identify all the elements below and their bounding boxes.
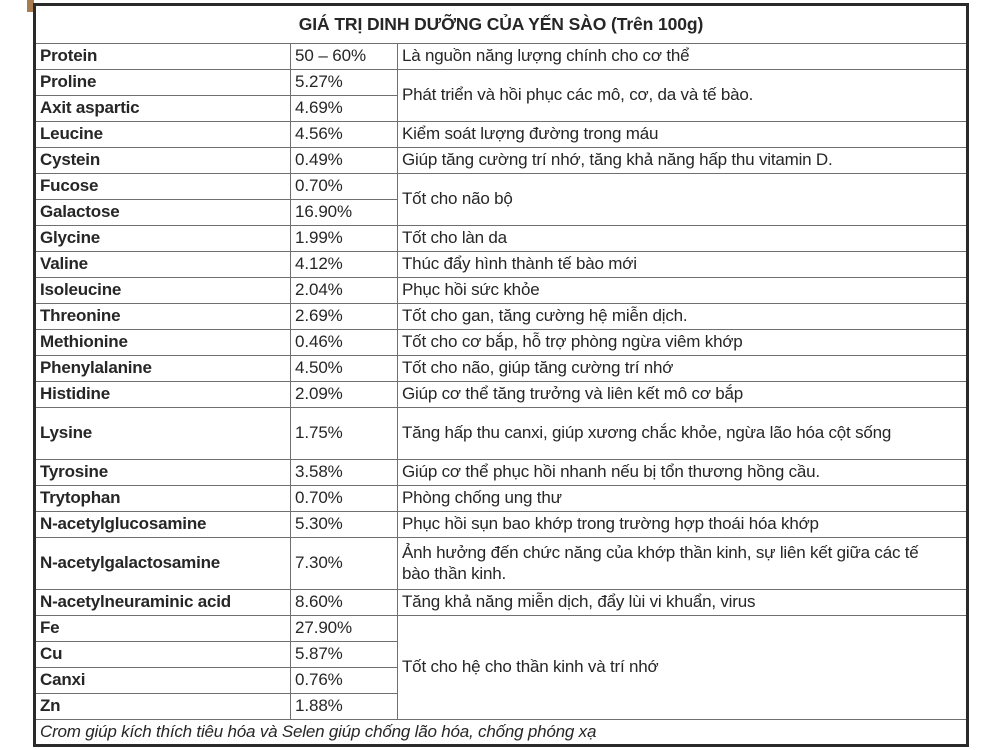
page-title: GIÁ TRỊ DINH DƯỠNG CỦA YẾN SÀO (Trên 100g): [35, 5, 968, 44]
benefit-text: Tốt cho làn da: [402, 228, 507, 248]
nutrient-percent-cell: 0.70%: [291, 174, 398, 200]
nutrient-percent-cell: 4.12%: [291, 252, 398, 278]
nutrient-percent-cell: 0.70%: [291, 486, 398, 512]
benefit-text: Là nguồn năng lượng chính cho cơ thể: [402, 46, 690, 66]
table-row: [35, 486, 968, 512]
nutrient-percent-cell: 7.30%: [291, 538, 398, 590]
nutrient-benefit-cell: [398, 538, 968, 590]
nutrient-name-cell: Zn: [35, 694, 291, 720]
nutrient-name-cell: Fucose: [35, 174, 291, 200]
nutrient-benefit-cell: [398, 486, 968, 512]
nutrient-percent-cell: 8.60%: [291, 590, 398, 616]
nutrient-name-cell: Phenylalanine: [35, 356, 291, 382]
nutrient-percent-cell: 16.90%: [291, 200, 398, 226]
benefit-text: Tốt cho não, giúp tăng cường trí nhớ: [402, 358, 674, 378]
benefit-text: Thúc đẩy hình thành tế bào mới: [402, 254, 637, 274]
nutrient-benefit-cell: [398, 122, 968, 148]
table-row: [35, 226, 968, 252]
nutrient-name-cell: Cystein: [35, 148, 291, 174]
nutrient-benefit-cell: [398, 616, 968, 720]
benefit-text: Tốt cho não bộ: [402, 189, 513, 209]
nutrient-name-cell: Leucine: [35, 122, 291, 148]
nutrient-percent-cell: 4.56%: [291, 122, 398, 148]
nutrient-percent-cell: 2.09%: [291, 382, 398, 408]
nutrient-percent-cell: 4.69%: [291, 96, 398, 122]
nutrient-benefit-cell: [398, 590, 968, 616]
table-row: [35, 44, 968, 70]
nutrient-name-cell: Axit aspartic: [35, 96, 291, 122]
nutrient-name-cell: Cu: [35, 642, 291, 668]
benefit-text: Phát triển và hồi phục các mô, cơ, da và tế bào.: [402, 85, 754, 105]
nutrient-benefit-cell: [398, 44, 968, 70]
nutrient-percent-cell: 0.46%: [291, 330, 398, 356]
benefit-text: Tốt cho cơ bắp, hỗ trợ phòng ngừa viêm khớp: [402, 332, 743, 352]
nutrient-name-cell: Protein: [35, 44, 291, 70]
benefit-text: Giúp cơ thể tăng trưởng và liên kết mô cơ bắp: [402, 384, 744, 404]
table-row: [35, 538, 968, 590]
nutrient-percent-cell: 5.30%: [291, 512, 398, 538]
benefit-text: Kiểm soát lượng đường trong máu: [402, 124, 659, 144]
table-row: [35, 382, 968, 408]
table-row: [35, 460, 968, 486]
table-row: [35, 356, 968, 382]
table-row: [35, 148, 968, 174]
nutrient-benefit-cell: [398, 148, 968, 174]
benefit-text: Phục hồi sụn bao khớp trong trường hợp thoái hóa khớp: [402, 514, 819, 534]
table-row: [35, 174, 968, 200]
nutrient-percent-cell: 2.69%: [291, 304, 398, 330]
table-row: [35, 304, 968, 330]
benefit-text: Tăng hấp thu canxi, giúp xương chắc khỏe, ngừa lão hóa cột sống: [402, 423, 892, 443]
table-row: [35, 70, 968, 96]
nutrient-name-cell: N-acetylglucosamine: [35, 512, 291, 538]
nutrient-name-cell: Histidine: [35, 382, 291, 408]
nutrient-percent-cell: 2.04%: [291, 278, 398, 304]
nutrient-benefit-cell: [398, 278, 968, 304]
nutrient-benefit-cell: [398, 408, 968, 460]
nutrient-name-cell: Isoleucine: [35, 278, 291, 304]
nutrient-percent-cell: 3.58%: [291, 460, 398, 486]
nutrient-name-cell: Valine: [35, 252, 291, 278]
nutrient-percent-cell: 1.99%: [291, 226, 398, 252]
nutrient-percent-cell: 5.87%: [291, 642, 398, 668]
nutrient-benefit-cell: [398, 304, 968, 330]
nutrient-benefit-cell: [398, 382, 968, 408]
nutrient-benefit-cell: [398, 226, 968, 252]
benefit-text: Giúp tăng cường trí nhớ, tăng khả năng hấp thu vitamin D.: [402, 150, 833, 170]
nutrient-name-cell: N-acetylgalactosamine: [35, 538, 291, 590]
benefit-text: Phòng chống ung thư: [402, 488, 562, 508]
table-row: [35, 408, 968, 460]
nutrient-benefit-cell: [398, 252, 968, 278]
nutrient-benefit-cell: [398, 174, 968, 226]
nutrient-benefit-cell: [398, 70, 968, 122]
nutrient-benefit-cell: [398, 512, 968, 538]
benefit-text: Ảnh hưởng đến chức năng của khớp thần kinh, sự liên kết giữa các tế bào thần kinh.: [402, 542, 919, 583]
table-row: [35, 278, 968, 304]
nutrient-benefit-cell: [398, 330, 968, 356]
nutrient-name-cell: Trytophan: [35, 486, 291, 512]
table-title-row: [35, 5, 968, 44]
table-row: [35, 616, 968, 642]
nutrient-percent-cell: 4.50%: [291, 356, 398, 382]
nutrient-name-cell: Methionine: [35, 330, 291, 356]
nutrient-percent-cell: 0.49%: [291, 148, 398, 174]
nutrient-name-cell: Proline: [35, 70, 291, 96]
nutrient-percent-cell: 5.27%: [291, 70, 398, 96]
table-footer-row: [35, 720, 968, 746]
table-row: [35, 122, 968, 148]
benefit-text: Tăng khả năng miễn dịch, đẩy lùi vi khuẩn, virus: [402, 592, 756, 612]
nutrient-percent-cell: 0.76%: [291, 668, 398, 694]
nutrient-percent-cell: 1.75%: [291, 408, 398, 460]
nutrient-percent-cell: 27.90%: [291, 616, 398, 642]
nutrient-percent-cell: 1.88%: [291, 694, 398, 720]
benefit-text: Phục hồi sức khỏe: [402, 280, 540, 300]
benefit-text: Giúp cơ thể phục hồi nhanh nếu bị tổn thương hồng cầu.: [402, 462, 820, 482]
nutrient-name-cell: N-acetylneuraminic acid: [35, 590, 291, 616]
nutrient-name-cell: Glycine: [35, 226, 291, 252]
table-row: [35, 590, 968, 616]
nutrient-name-cell: Fe: [35, 616, 291, 642]
table-row: [35, 330, 968, 356]
nutrient-name-cell: Threonine: [35, 304, 291, 330]
nutrient-percent-cell: 50 – 60%: [291, 44, 398, 70]
table-row: [35, 512, 968, 538]
nutrient-name-cell: Lysine: [35, 408, 291, 460]
nutrition-table: [33, 3, 969, 747]
nutrient-benefit-cell: [398, 356, 968, 382]
footer-note: Crom giúp kích thích tiêu hóa và Selen giúp chống lão hóa, chống phóng xạ: [35, 720, 968, 746]
table-row: [35, 252, 968, 278]
nutrient-name-cell: Canxi: [35, 668, 291, 694]
nutrient-name-cell: Tyrosine: [35, 460, 291, 486]
nutrient-benefit-cell: [398, 460, 968, 486]
nutrient-name-cell: Galactose: [35, 200, 291, 226]
table-body: [35, 5, 968, 746]
benefit-text: Tốt cho hệ cho thần kinh và trí nhớ: [402, 657, 659, 677]
benefit-text: Tốt cho gan, tăng cường hệ miễn dịch.: [402, 306, 688, 326]
